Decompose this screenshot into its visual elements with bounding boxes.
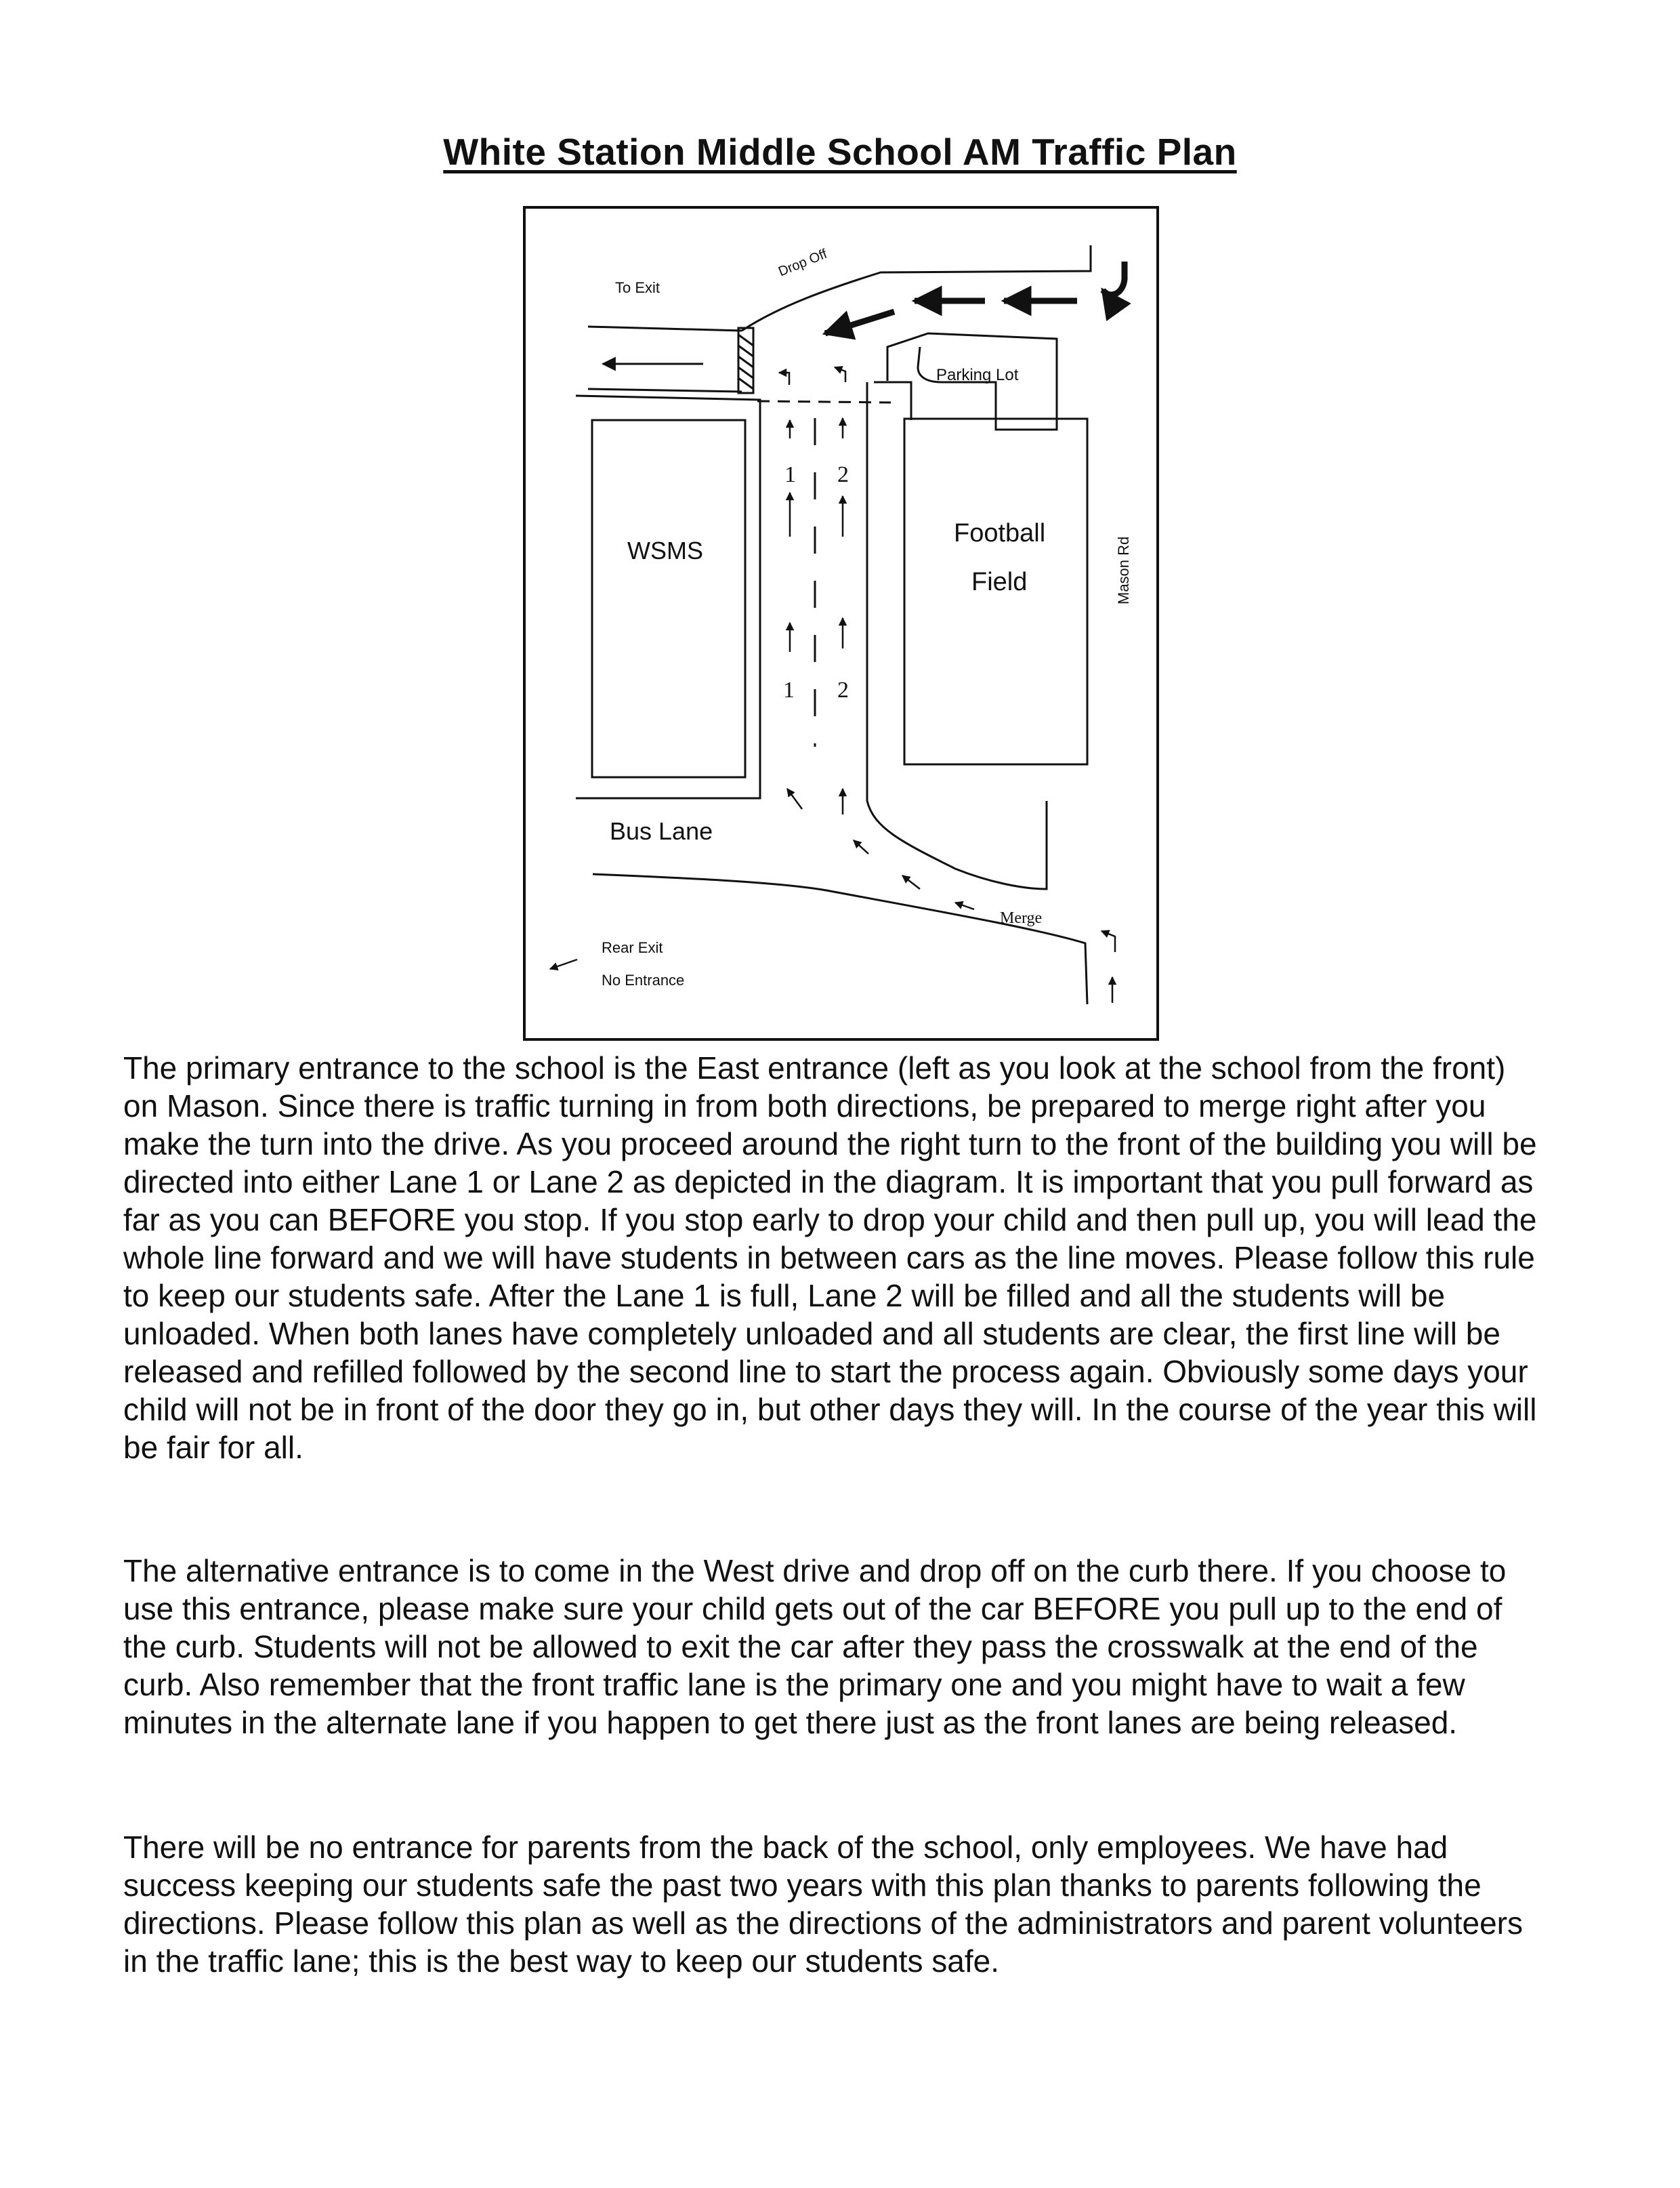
lane-2-turn-arrow <box>835 367 845 382</box>
lane-2-label: 2 <box>837 462 849 487</box>
lane-1-label: 1 <box>783 678 795 703</box>
curve-arrow <box>955 903 974 909</box>
building-curb <box>576 396 760 798</box>
drive-right-curb <box>867 382 1047 889</box>
turn-in-arrow <box>1103 262 1125 295</box>
no-entrance-label: No Entrance <box>602 972 685 989</box>
traffic-diagram <box>522 205 1162 1044</box>
parking-lot-label: Parking Lot <box>936 366 1019 384</box>
exit-road-bottom-edge <box>588 389 742 392</box>
drop-off-label: Drop Off <box>776 246 829 280</box>
paragraph-no-rear-entrance: There will be no entrance for parents from the back of the school, only employees. We have had success keeping our students safe the past two years with this plan thanks to parents following the directions. Please follow this plan as well as the directions of the administrators and parent volunteers in the traffic lane; this is the best way to keep our students safe. <box>123 1830 1523 1979</box>
wsms-label: WSMS <box>627 537 703 564</box>
diagram-frame <box>524 207 1158 1039</box>
lane-2-label: 2 <box>837 678 849 703</box>
crosswalk <box>738 328 753 393</box>
bus-lane-label: Bus Lane <box>610 817 713 845</box>
football-label: Football <box>954 519 1046 548</box>
to-exit-label: To Exit <box>615 279 660 296</box>
page-title: White Station Middle School AM Traffic Plan <box>443 131 1237 173</box>
paragraph-alternative-entrance: The alternative entrance is to come in the West drive and drop off on the curb there. If you choose to use this entrance, please make sure your child gets out of the car BEFORE you pull up to the end of the curb. Students will not be allowed to exit the car after they pass the crosswalk at the end of the curb. Also remember that the front traffic lane is the primary one and you might have to wait a few minutes in the alternate lane if you happen to get there just as the front lanes are being released. <box>123 1553 1507 1740</box>
wsms-building <box>592 420 745 777</box>
mason-rd-label: Mason Rd <box>1115 536 1132 604</box>
exit-road-top-edge <box>588 327 742 331</box>
curve-arrow <box>902 875 920 889</box>
field-label: Field <box>971 568 1028 596</box>
lane-1-turn-arrow <box>779 373 789 385</box>
paragraph-primary-entrance: The primary entrance to the school is the East entrance (left as you look at the school from the front) on Mason. Since there is traffic turning in from both directions, be prepared to merge right after you make the turn into the drive. As you proceed around the right turn to the front of the building you will be directed into either Lane 1 or Lane 2 as depicted in the diagram. It is important that you pull forward as far as you can BEFORE you stop. If you stop early to drop your child and then pull up, you will lead the whole line forward and we will have students in between cars as the line moves. Please follow this rule to keep our students safe. After the Lane 1 is full, Lane 2 will be filled and all the students will be unloaded. When both lanes have completely unloaded and all students are clear, the first line will be released and refilled followed by the second line to start the process again. Obviously some days your child will not be in front of the door they go in, but other days they will. In the course of the year this will be fair for all. <box>123 1050 1537 1465</box>
curve-arrow <box>854 840 868 854</box>
merge-arrow <box>1101 931 1115 952</box>
curve-arrow <box>787 789 802 809</box>
lane-stop-line <box>757 401 891 402</box>
rear-exit-label: Rear Exit <box>602 939 663 956</box>
merge-label: Merge <box>1000 909 1043 927</box>
rear-exit-arrow <box>550 959 577 969</box>
drop-off-arrow <box>825 312 894 333</box>
drive-inner-curb <box>874 382 911 420</box>
traffic-diagram-drawing <box>522 205 1162 1044</box>
lane-1-label: 1 <box>784 462 796 487</box>
